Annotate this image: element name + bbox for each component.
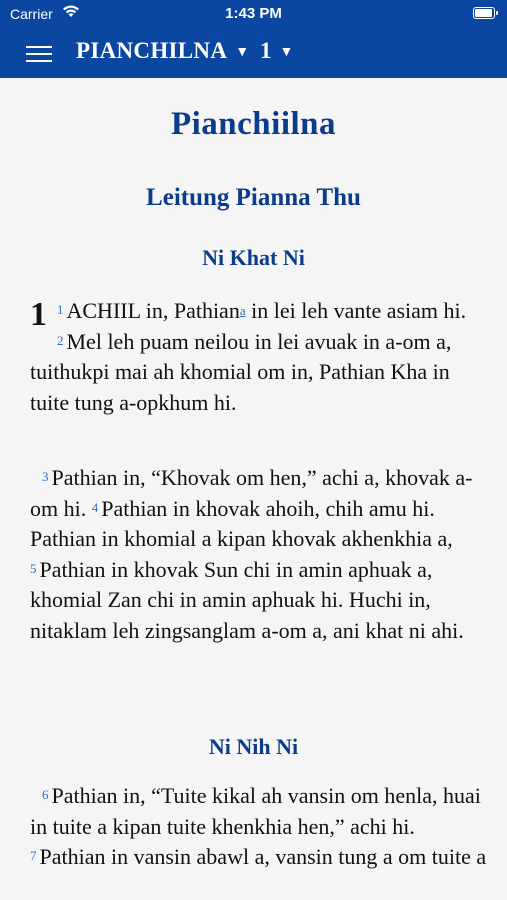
verse-text: Pathian in khovak ahoih, chih amu hi. Pathian in khomial a kipan khovak akhenkhia a,: [30, 495, 453, 551]
verse-text: Pathian in vansin abawl a, vansin tung a om tuite a: [39, 844, 487, 869]
verse-text: in lei leh vante asiam hi.: [245, 298, 467, 323]
subheading-day-one: Ni Khat Ni: [202, 245, 305, 270]
book-selector[interactable]: [76, 38, 249, 64]
chevron-down-icon: ▼: [279, 45, 294, 60]
paragraph: [30, 781, 490, 873]
paragraph: [30, 463, 490, 646]
reader-content[interactable]: [0, 78, 507, 900]
verse-number[interactable]: 1: [57, 302, 64, 317]
chapter-number: 1: [30, 296, 47, 333]
verse-text: Pathian in khovak Sun chi in amin aphuak a, khomial Zan chi in amin aphuak hi. Huchi in, nitaklam leh zingsanglam a-om a, ani khat ni ahi.: [30, 556, 464, 643]
paragraph: [30, 296, 490, 418]
verse-number[interactable]: 7: [30, 848, 37, 863]
chapter-label: 1: [260, 38, 272, 63]
clock: 1:43 PM: [225, 5, 282, 22]
book-name: PIANCHILNA: [76, 38, 228, 63]
battery-icon: [473, 7, 495, 19]
chevron-down-icon: ▼: [235, 45, 250, 60]
verse-text: Mel leh puam neilou in lei avuak in a-om a, tuithukpi mai ah khomial om in, Pathian Kha in tuite tung a-opkhum hi.: [30, 328, 452, 415]
chapter-selector[interactable]: [260, 38, 293, 64]
verse-text: Pathian in, “Khovak om hen,” achi a, khovak a-om hi.: [30, 465, 473, 521]
verse-number[interactable]: 4: [91, 499, 99, 515]
subheading-day-two: Ni Nih Ni: [208, 734, 299, 759]
carrier-label: Carrier: [10, 6, 53, 22]
section-heading: Leitung Pianna Thu: [146, 184, 361, 211]
verse-text: Pathian in, “Tuite kikal ah vansin om henla, huai in tuite a kipan tuite khenkhia hen,” achi hi.: [30, 783, 481, 839]
book-title: Pianchiilna: [170, 106, 337, 142]
verse-number[interactable]: 5: [30, 560, 37, 576]
hamburger-menu-icon[interactable]: [22, 42, 56, 66]
nav-bar: [0, 28, 507, 78]
verse-number[interactable]: 3: [42, 469, 49, 484]
battery-fill: [475, 9, 492, 17]
footnote-marker[interactable]: a: [239, 303, 246, 318]
verse-number[interactable]: 6: [42, 787, 49, 802]
status-bar: [0, 0, 507, 28]
verse-text: ACHIIL in, Pathian: [66, 298, 240, 323]
verse-number[interactable]: 2: [57, 332, 64, 348]
